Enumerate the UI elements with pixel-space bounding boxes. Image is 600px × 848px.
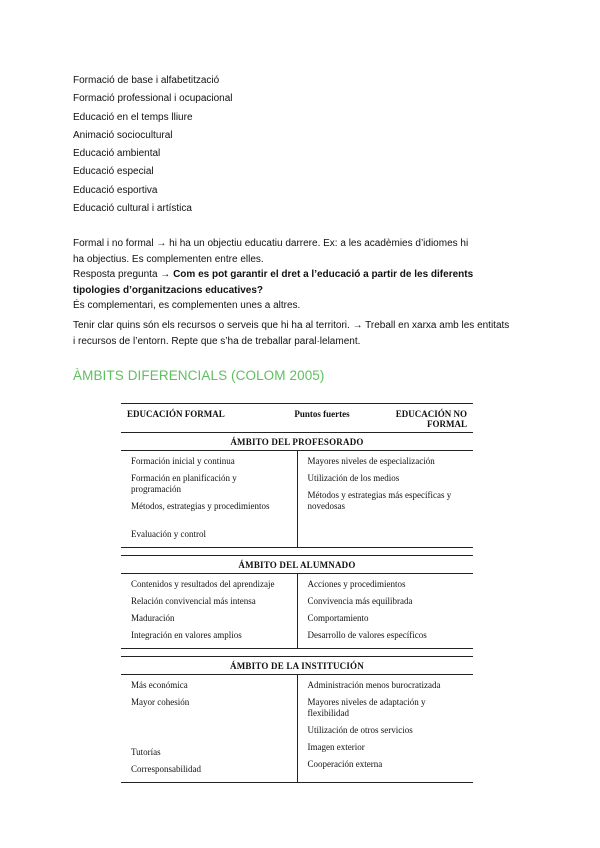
- table-cell: Desarrollo de valores específicos: [307, 630, 427, 640]
- table-cell: Contenidos y resultados del aprendizaje: [131, 579, 275, 589]
- header-strengths: Puntos fuertes: [294, 409, 350, 419]
- table-cell: Utilización de los medios: [307, 473, 400, 483]
- resources-paragraph: [73, 318, 543, 349]
- question-prefix: Resposta pregunta →: [73, 269, 174, 280]
- para-line: Tenir clar quins són els recursos o serveis que hi ha al territori. → Treball en xarxa amb les entitats: [73, 320, 510, 331]
- formal-column: [121, 574, 298, 648]
- table-cell: Corresponsabilidad: [131, 764, 201, 774]
- section-heading: ÀMBITS DIFERENCIALS (COLOM 2005): [73, 368, 325, 383]
- list-item: Educació especial: [73, 166, 154, 178]
- formal-nonformal-paragraph: [73, 236, 543, 314]
- table-cell: Mayores niveles de adaptación y flexibilidad: [307, 697, 426, 718]
- table-cell: Comportamiento: [307, 613, 369, 623]
- table-cell: Métodos, estrategias y procedimientos: [131, 501, 270, 511]
- section-title: ÁMBITO DEL PROFESORADO: [121, 433, 473, 451]
- table-cell: Evaluación y control: [131, 529, 206, 539]
- table-cell: Maduración: [131, 613, 175, 623]
- nonformal-column: [298, 675, 474, 782]
- section-title: ÁMBITO DE LA INSTITUCIÓN: [121, 657, 473, 675]
- table-header: [121, 404, 473, 433]
- list-item: Educació esportiva: [73, 184, 158, 196]
- formal-column: [121, 451, 298, 547]
- table-cell: Relación convivencial más intensa: [131, 596, 256, 606]
- header-formal: EDUCACIÓN FORMAL: [127, 409, 225, 419]
- table-cell: Mayores niveles de especialización: [307, 456, 435, 466]
- table-cell: Acciones y procedimientos: [307, 579, 406, 589]
- para-line: Formal i no formal → hi ha un objectiu educatiu darrere. Ex: a les acadèmies d’idiomes hi: [73, 238, 469, 249]
- question-line: [73, 267, 543, 283]
- table-cell: Utilización de otros servicios: [307, 725, 413, 735]
- table-cell: Imagen exterior: [307, 742, 365, 752]
- para-line: ha objectius. Es complementen entre elles.: [73, 253, 264, 265]
- table-cell: Administración menos burocratizada: [307, 680, 441, 690]
- table-section-institution: [121, 656, 473, 783]
- nonformal-column: [298, 451, 474, 547]
- table-section-teachers: [121, 403, 473, 548]
- table-cell: Integración en valores amplios: [131, 630, 242, 640]
- table-section-students: [121, 555, 473, 649]
- question-text-2: tipologies d’organitzacions educatives?: [73, 284, 264, 296]
- table-cell: Más económica: [131, 680, 188, 690]
- table-cell: Formación inicial y continua: [131, 456, 235, 466]
- table-cell: Tutorías: [131, 747, 161, 757]
- nonformal-column: [298, 574, 474, 648]
- list-item: Educació cultural i artística: [73, 203, 192, 215]
- list-item: Formació de base i alfabetització: [73, 75, 220, 86]
- para-line: És complementari, es complementen unes a altres.: [73, 300, 301, 311]
- table-cell: Métodos y estrategias más específicas y novedosas: [307, 490, 452, 511]
- para-line: i recursos de l’entorn. Repte que s’ha de treballar paral·lelament.: [73, 335, 361, 347]
- formal-column: [121, 675, 298, 782]
- question-text: Com es pot garantir el dret a l’educació a partir de les diferents: [173, 269, 474, 280]
- list-item: Educació en el temps lliure: [73, 111, 193, 123]
- header-nonformal: EDUCACIÓN NO FORMAL: [395, 409, 467, 429]
- section-rows: [121, 451, 473, 547]
- section-rows: [121, 675, 473, 782]
- question-line-2: [73, 283, 543, 299]
- table-cell: Convivencia más equilibrada: [307, 596, 413, 606]
- comparison-table: [121, 403, 473, 783]
- list-item: Formació professional i ocupacional: [73, 93, 233, 105]
- table-cell: Cooperación externa: [307, 759, 383, 769]
- table-cell: Formación en planificación y programación: [131, 473, 237, 494]
- list-item: Educació ambiental: [73, 148, 161, 160]
- table-cell: Mayor cohesión: [131, 697, 190, 707]
- education-types-list: [73, 72, 233, 218]
- section-title: ÁMBITO DEL ALUMNADO: [121, 556, 473, 574]
- list-item: Animació sociocultural: [73, 129, 173, 141]
- section-rows: [121, 574, 473, 648]
